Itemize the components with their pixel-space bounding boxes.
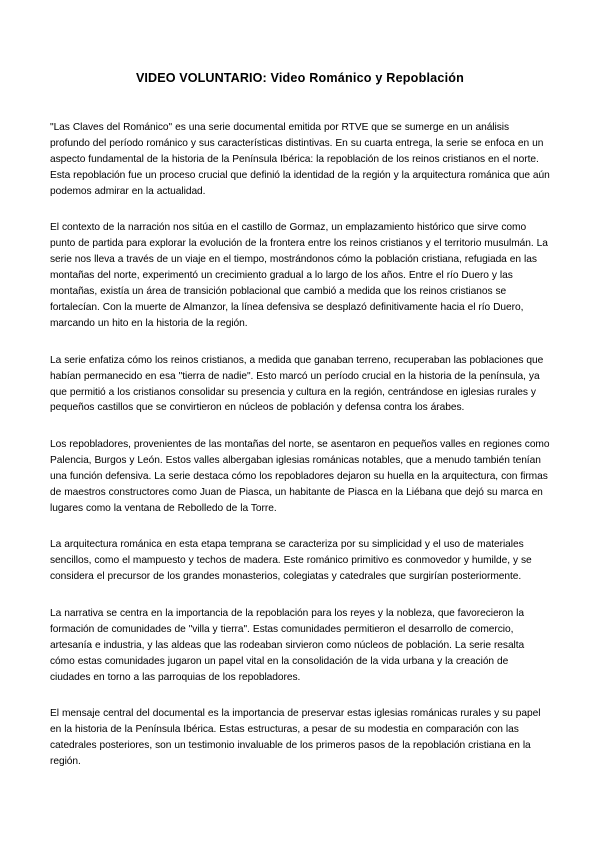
paragraph-6: La narrativa se centra en la importancia de la repoblación para los reyes y la nobleza, que favorecieron la formación de comunidades de "villa y tierra". Estas comunidades permitieron el desarrollo de comercio, artesanía e industria, y las aldeas que las rodeaban sirvieron como núcleos de población. La serie resalta cómo estas comunidades jugaron un papel vital en la consolidación de la vida urbana y la creación de ciudades en torno a las parroquias de los repobladores.: [50, 607, 525, 683]
title-prefix: VIDEO VOLUNTARIO:: [135, 71, 267, 85]
paragraph-7: El mensaje central del documental es la importancia de preservar estas iglesias románicas rurales y su papel en la historia de la Península Ibérica. Estas estructuras, a pesar de su modestia en comparación con las catedrales posteriores, son un testimonio invaluable de los primeros pasos de la repoblación cristiana en la región.: [50, 708, 541, 768]
title-rest: Video Románico y Repoblación: [270, 71, 465, 85]
page-title: [0, 71, 600, 85]
paragraph-1: "Las Claves del Románico" es una serie documental emitida por RTVE que se sumerge en un análisis profundo del período románico y sus características distintivas. En su cuarta entrega, la serie se enfoca en un aspecto fundamental de la historia de la Península Ibérica: la repoblación de los reinos cristianos en el norte. Esta repoblación fue un proceso crucial que definió la identidad de la región y la arquitectura románica que aún podemos admirar en la actualidad.: [50, 122, 550, 197]
paragraph-2: El contexto de la narración nos sitúa en el castillo de Gormaz, un emplazamiento histórico que sirve como punto de partida para explorar la evolución de la frontera entre los reinos cristianos y el territorio musulmán. La serie nos lleva a través de un viaje en el tiempo, mostrándonos cómo la población cristiana, refugiada en las montañas del norte, experimentó un crecimiento gradual a lo largo de los años. Entre el río Duero y las montañas, existía un área de transición poblacional que cambió a medida que los reinos cristianos se fortalecían. Con la muerte de Almanzor, la línea defensiva se desplazó definitivamente hacia el río Duero, marcando un hito en la historia de la región.: [50, 222, 548, 330]
document-body: [50, 120, 550, 791]
paragraph-4: Los repobladores, provenientes de las montañas del norte, se asentaron en pequeños valles en regiones como Palencia, Burgos y León. Estos valles albergaban iglesias románicas notables, que a menudo también tenían una función defensiva. La serie destaca cómo los repobladores dejaron su huella en la arquitectura, con firmas de maestros constructores como Juan de Piasca, un habitante de Piasca en la Liébana que dejó su marca en lugares como la ventana de Rebolledo de la Torre.: [50, 439, 550, 514]
paragraph-5: La arquitectura románica en esta etapa temprana se caracteriza por su simplicidad y el uso de materiales sencillos, como el mampuesto y techos de madera. Este románico primitivo es conmovedor y humilde, y se considera el precursor de los grandes monasterios, colegiatas y catedrales que surgirían posteriormente.: [50, 539, 532, 583]
paragraph-3: La serie enfatiza cómo los reinos cristianos, a medida que ganaban terreno, recuperaban las poblaciones que habían permanecido en esa "tierra de nadie". Esto marcó un período crucial en la historia de la península, ya que permitió a los cristianos consolidar su presencia y cultura en la región, centrándose en iglesias rurales y pequeños castillos que se convirtieron en núcleos de población y defensa contra los árabes.: [50, 354, 544, 414]
